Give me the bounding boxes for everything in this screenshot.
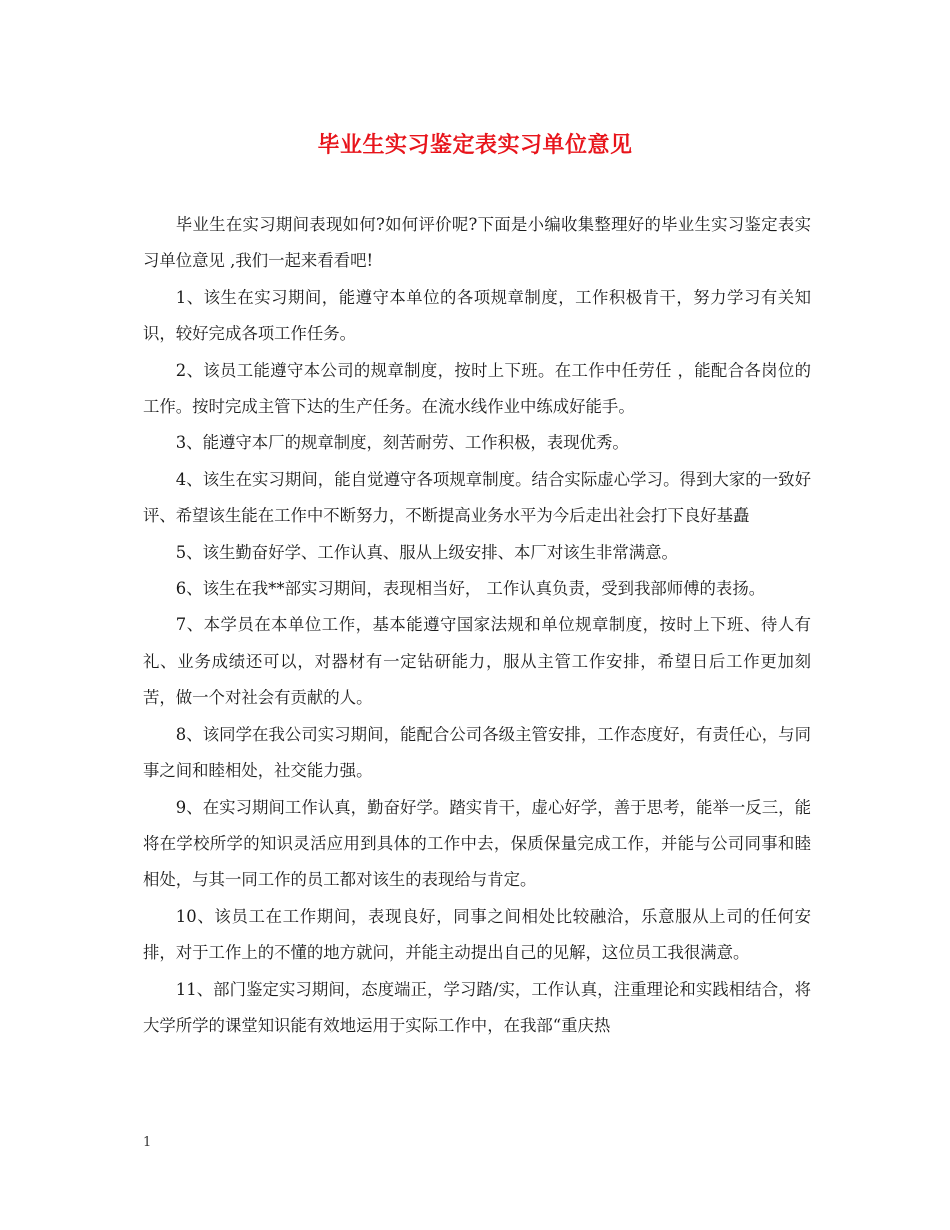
paragraph-item-6: 6、该生在我**部实习期间，表现相当好， 工作认真负责，受到我部师傅的表扬。: [175, 579, 766, 599]
paragraph-item-2: 2、该员工能遵守本公司的规章制度，按时上下班。在工作中任劳任 ，能配合各岗位的工作。按时完成主管下达的生产任务。在流水线作业中练成好能手。: [143, 360, 811, 417]
paragraph-item-11: 11、部门鉴定实习期间，态度端正，学习踏/实，工作认真，注重理论和实践相结合，将大学所学的课堂知识能有效地运用于实际工作中，在我部“重庆热: [143, 979, 811, 1035]
page-number: 1: [143, 1135, 152, 1150]
paragraph-item-8: 8、该同学在我公司实习期间，能配合公司各级主管安排，工作态度好，有责任心，与同事之间和睦相处，社交能力强。: [143, 724, 811, 781]
paragraph-item-5: 5、该生勤奋好学、工作认真、服从上级安排、本厂对该生非常满意。: [175, 542, 678, 562]
paragraph-item-7: 7、本学员在本单位工作，基本能遵守国家法规和单位规章制度，按时上下班、待人有礼、业务成绩还可以，对器材有一定钻研能力，服从主管工作安排，希望日后工作更加刻苦，做一个对社会有贡献的人。: [143, 615, 811, 708]
document-body: [143, 207, 811, 1044]
paragraph-item-10: 10、该员工在工作期间，表现良好，同事之间相处比较融洽，乐意服从上司的任何安排，对于工作上的不懂的地方就问，并能主动提出自己的见解，这位员工我很满意。: [143, 906, 811, 963]
paragraph-item-4: 4、该生在实习期间，能自觉遵守各项规章制度。结合实际虚心学习。得到大家的一致好评、希望该生能在工作中不断努力，不断提高业务水平为今后走出社会打下良好基矗: [143, 469, 811, 526]
paragraph-item-3: 3、能遵守本厂的规章制度，刻苦耐劳、工作积极，表现优秀。: [175, 433, 629, 453]
intro-paragraph: 毕业生在实习期间表现如何?如何评价呢?下面是小编收集整理好的毕业生实习鉴定表实习单位意见 ,我们一起来看看吧!: [143, 215, 811, 271]
paragraph-item-1: 1、该生在实习期间，能遵守本单位的各项规章制度，工作积极肯干，努力学习有关知识，较好完成各项工作任务。: [143, 287, 811, 344]
document-title: 毕业生实习鉴定表实习单位意见: [317, 133, 633, 158]
paragraph-item-9: 9、在实习期间工作认真，勤奋好学。踏实肯干，虚心好学，善于思考，能举一反三，能将在学校所学的知识灵活应用到具体的工作中去，保质保量完成工作，并能与公司同事和睦相处，与其一同工作的员工都对该生的表现给与肯定。: [143, 797, 811, 890]
